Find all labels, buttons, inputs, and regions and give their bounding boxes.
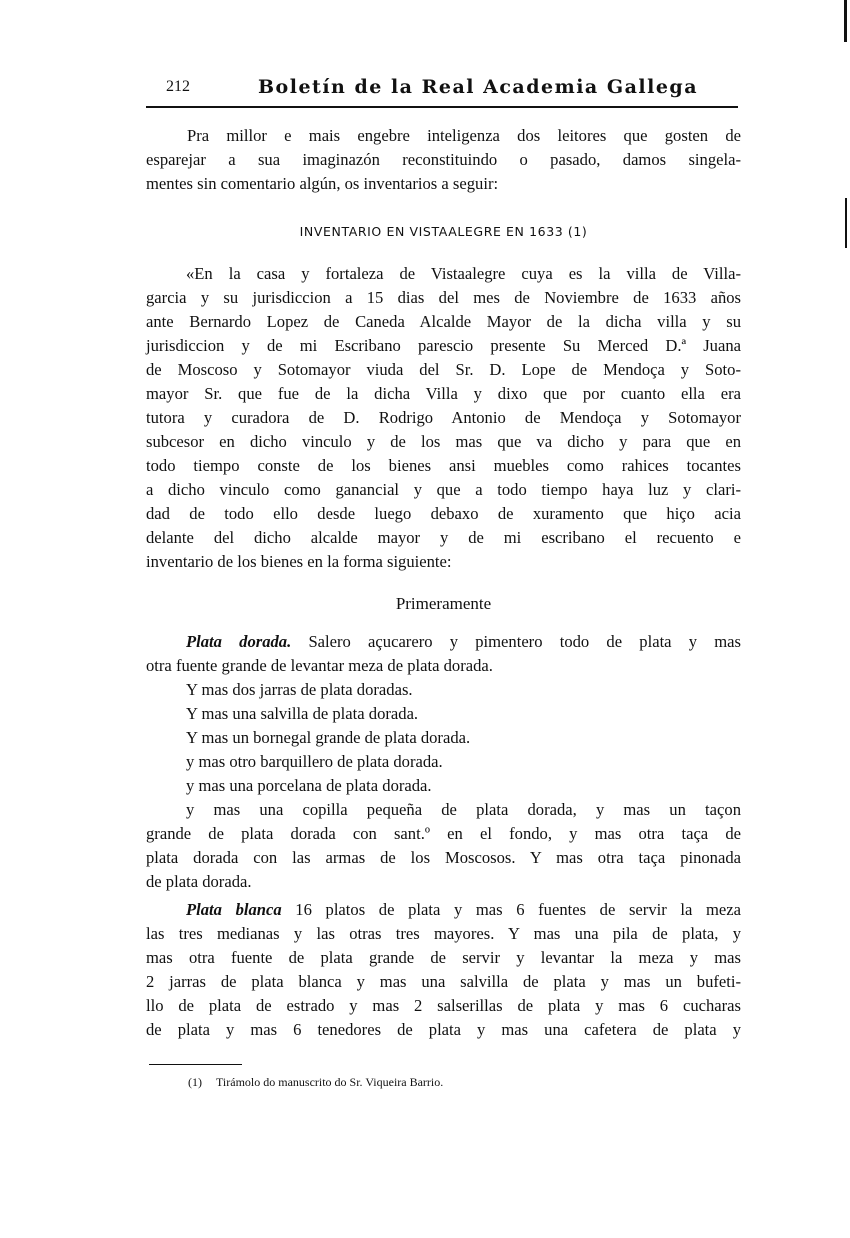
inventory-item: Y mas un bornegal grande de plata dorada.	[186, 728, 471, 747]
plata-blanca-label: Plata blanca	[186, 900, 282, 919]
section-heading: INVENTARIO EN VISTAALEGRE EN 1633 (1)	[299, 224, 588, 239]
footnote	[188, 1075, 443, 1090]
footnote-rule	[149, 1064, 242, 1065]
body-line: a dicho vinculo como ganancial y que a todo tiempo haya luz y clari-	[146, 480, 741, 499]
plata-dorada-label: Plata dorada.	[186, 632, 292, 651]
plata-blanca-line: Plata blanca 16 platos de plata y mas 6 fuentes de servir la meza	[186, 900, 741, 919]
body-line: subcesor en dicho vinculo y de los mas que va dicho y para que en	[146, 432, 741, 451]
inventory-item: y mas una porcelana de plata dorada.	[186, 776, 432, 795]
plata-blanca-line: de plata y mas 6 tenedores de plata y mas una cafetera de plata y	[146, 1020, 741, 1039]
plata-blanca-line: las tres medianas y las otras tres mayores. Y mas una pila de plata, y	[146, 924, 741, 943]
page-header	[146, 76, 738, 102]
body-line: todo tiempo conste de los bienes ansi muebles como rahices tocantes	[146, 456, 741, 475]
body-line: «En la casa y fortaleza de Vistaalegre cuya es la villa de Villa-	[186, 264, 741, 283]
body-line: mayor Sr. que fue de la dicha Villa y dixo que por cuanto ella era	[146, 384, 741, 403]
intro-line: esparejar a sua imaginazón reconstituindo o pasado, damos singela-	[146, 150, 741, 169]
plata-blanca-line: llo de plata de estrado y mas 2 salserillas de plata y mas 6 cucharas	[146, 996, 741, 1015]
inventory-item-line: de plata dorada.	[146, 872, 252, 891]
plata-dorada-line: Plata dorada. Salero açucarero y pimentero todo de plata y mas	[186, 632, 741, 651]
body-line: ante Bernardo Lopez de Caneda Alcalde Mayor de la dicha villa y su	[146, 312, 741, 331]
body-line: garcia y su jurisdiccion a 15 dias del mes de Noviembre de 1633 años	[146, 288, 741, 307]
body-line: jurisdiccion y de mi Escribano parescio presente Su Merced D.ª Juana	[146, 336, 741, 355]
intro-line: mentes sin comentario algún, os inventarios a seguir:	[146, 174, 499, 193]
plata-blanca-line: mas otra fuente de plata grande de servir y levantar la meza y mas	[146, 948, 741, 967]
body-line: dad de todo ello desde luego debaxo de xuramento que hiço acia	[146, 504, 741, 523]
inventory-item: Y mas dos jarras de plata doradas.	[186, 680, 413, 699]
header-rule	[146, 106, 738, 108]
body-line: tutora y curadora de D. Rodrigo Antonio de Mendoça y Sotomayor	[146, 408, 741, 427]
plata-dorada-line: otra fuente grande de levantar meza de plata dorada.	[146, 656, 493, 675]
inventory-item: y mas una copilla pequeña de plata dorada, y mas un taçon	[186, 800, 741, 819]
inventory-item: y mas otro barquillero de plata dorada.	[186, 752, 443, 771]
inventory-item-line: grande de plata dorada con sant.º en el fondo, y mas otra taça de	[146, 824, 741, 843]
plata-blanca-line: 2 jarras de plata blanca y mas una salvilla de plata y mas un bufeti-	[146, 972, 741, 991]
running-title: Boletín de la Real Academia Gallega	[258, 76, 699, 98]
sub-heading: Primeramente	[395, 594, 492, 613]
body-line: inventario de los bienes en la forma siguiente:	[146, 552, 452, 571]
body-line: delante del dicho alcalde mayor y de mi escribano el recuento e	[146, 528, 741, 547]
intro-line: Pra millor e mais engebre inteligenza dos leitores que gosten de	[187, 126, 741, 145]
body-line: de Moscoso y Sotomayor viuda del Sr. D. Lope de Mendoça y Soto-	[146, 360, 741, 379]
scan-edge-mark	[845, 198, 847, 248]
inventory-item: Y mas una salvilla de plata dorada.	[186, 704, 419, 723]
inventory-item-line: plata dorada con las armas de los Moscosos. Y mas otra taça pinonada	[146, 848, 741, 867]
scan-edge-mark	[844, 0, 847, 42]
footnote-text: Tirámolo do manuscrito do Sr. Viqueira Barrio.	[216, 1075, 444, 1089]
footnote-mark: (1)	[188, 1075, 202, 1089]
page-number: 212	[166, 78, 190, 95]
